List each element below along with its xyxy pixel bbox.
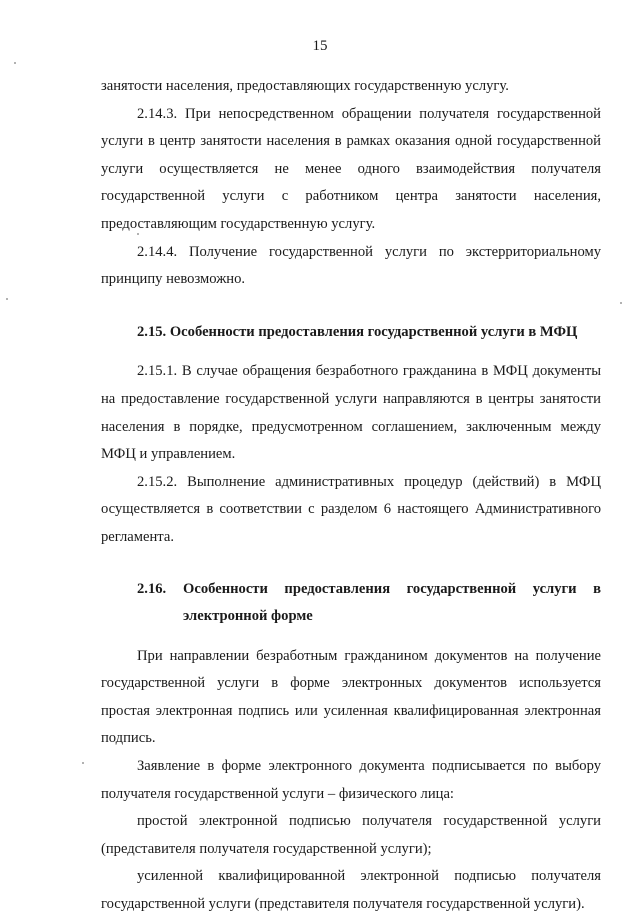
scan-speck — [14, 62, 16, 64]
scan-speck — [620, 302, 622, 304]
paragraph-application-signing: Заявление в форме электронного документа подписывается по выбору получателя государственной услуги – физического лица: — [101, 758, 601, 802]
paragraph-2-14-4: 2.14.4. Получение государственной услуги по экстерриториальному принципу невозможно. — [101, 243, 601, 288]
paragraph-continuation: занятости населения, предоставляющих государственную услугу. — [101, 78, 509, 94]
paragraph-2-14-3: 2.14.3. При непосредственном обращении получателя государственной услуги в центр занятости населения в рамках оказания одной государственной услуги осуществляется не менее одного взаимодействия получателя государственной услуги с работником центра занятости населения, предоставляющим государственную услугу. — [101, 105, 601, 232]
paragraph-qualified-signature: усиленной квалифицированной электронной подписью получателя государственной услуги (представителя получателя государственной услуги). — [101, 868, 601, 913]
paragraph-simple-signature: простой электронной подписью получателя государственной услуги (представителя получателя государственной услуги); — [101, 813, 601, 857]
paragraph-2-15-2: 2.15.2. Выполнение административных процедур (действий) в МФЦ осуществляется в соответствии с разделом 6 настоящего Административного регламента. — [101, 473, 601, 545]
paragraph-electronic-docs: При направлении безработным гражданином документов на получение государственной услуги в форме электронных документов используется простая электронная подпись или усиленная квалифицированная электронная подпись. — [101, 647, 601, 747]
section-heading-2-15: 2.15. Особенности предоставления государственной услуги в МФЦ — [137, 323, 578, 340]
scan-speck — [6, 298, 8, 300]
section-number: 2.16. — [137, 580, 167, 597]
document-body — [101, 73, 601, 919]
section-heading-2-16 — [101, 576, 601, 631]
paragraph-2-15-1: 2.15.1. В случае обращения безработного гражданина в МФЦ документы на предоставление государственной услуги направляются в центры занятости населения в порядке, предусмотренном соглашением, заключенным между МФЦ и управлением. — [101, 363, 601, 463]
scan-speck — [82, 762, 84, 764]
page-number: 15 — [312, 38, 328, 54]
scan-speck — [137, 233, 139, 235]
section-title: Особенности предоставления государственной услуги в электронной форме — [183, 580, 601, 625]
